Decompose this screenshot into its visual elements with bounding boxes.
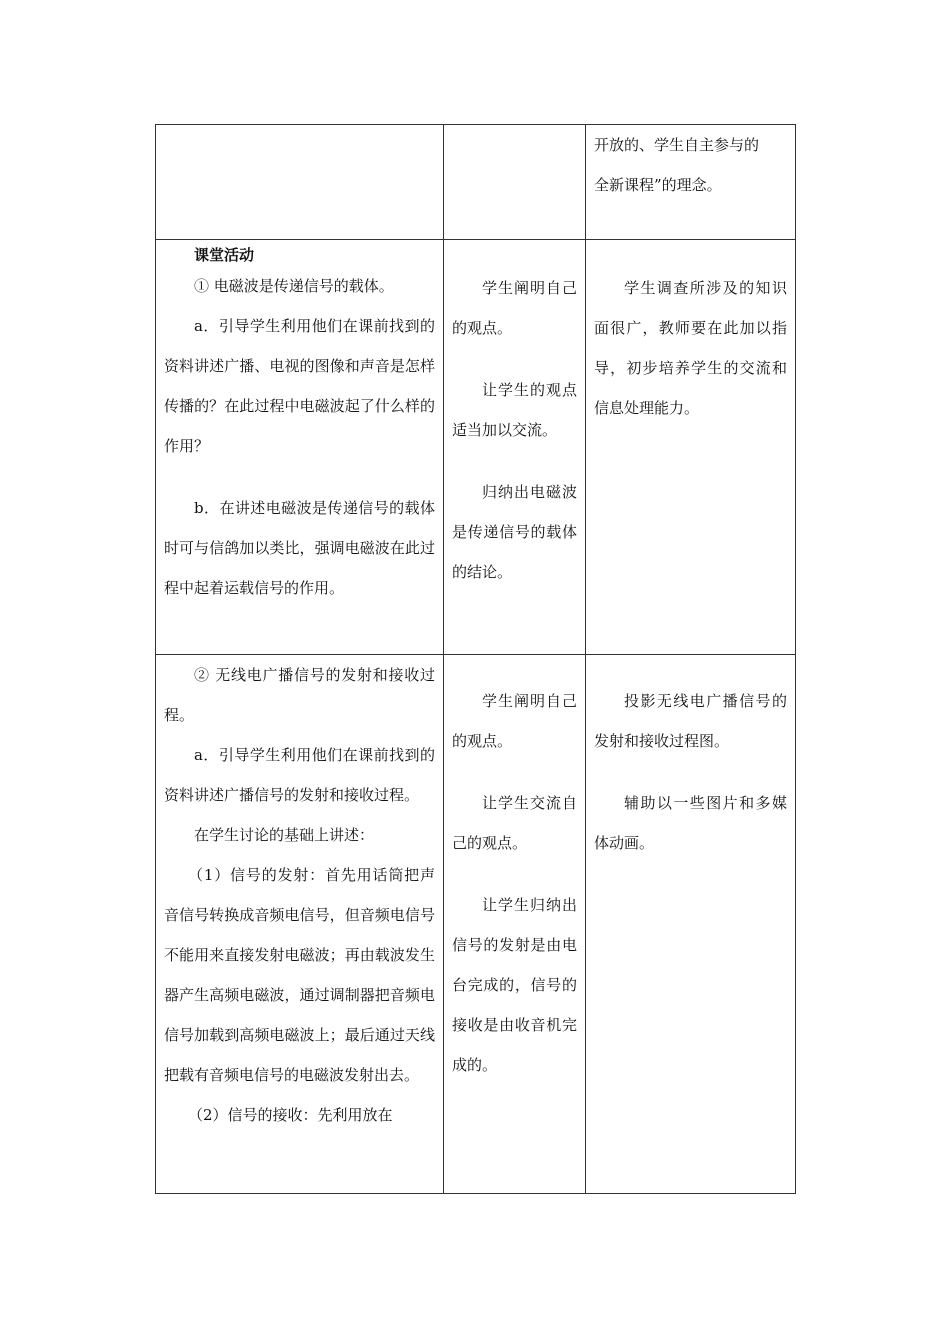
section-title: 课堂活动 — [194, 246, 255, 264]
table-row — [156, 655, 796, 1194]
student-paragraph: 让学生归纳出信号的发射是由电台完成的，信号的接收是由收音机完成的。 — [452, 896, 577, 1074]
table-row — [156, 125, 796, 240]
student-activity-cell — [444, 655, 586, 1194]
design-notes-cell — [586, 125, 796, 240]
student-paragraph: 学生阐明自己的观点。 — [452, 279, 577, 337]
activity-paragraph: a．引导学生利用他们在课前找到的资料讲述广播信号的发射和接收过程。 — [164, 746, 435, 804]
student-activity-cell — [444, 240, 586, 655]
activity-heading: ② 无线电广播信号的发射和接收过程。 — [164, 666, 435, 724]
design-notes-cell — [586, 655, 796, 1194]
activity-paragraph: b．在讲述电磁波是传递信号的载体时可与信鸽加以类比，强调电磁波在此过程中起着运载信号的作用。 — [164, 499, 435, 597]
teacher-activity-cell — [156, 125, 444, 240]
notes-paragraph: 投影无线电广播信号的发射和接收过程图。 — [594, 692, 787, 750]
notes-paragraph: 学生调查所涉及的知识面很广，教师要在此加以指导，初步培养学生的交流和信息处理能力。 — [594, 279, 787, 417]
lesson-plan-table — [155, 124, 796, 1194]
activity-heading: ① 电磁波是传递信号的载体。 — [194, 277, 394, 295]
notes-line: 全新课程”的理念。 — [594, 176, 722, 194]
activity-paragraph: 在学生讨论的基础上讲述： — [194, 826, 375, 844]
student-paragraph: 让学生交流自己的观点。 — [452, 794, 577, 852]
table-row — [156, 240, 796, 655]
teacher-activity-cell — [156, 240, 444, 655]
student-paragraph: 归纳出电磁波是传递信号的载体的结论。 — [452, 483, 577, 581]
student-paragraph: 学生阐明自己的观点。 — [452, 692, 577, 750]
teacher-activity-cell — [156, 655, 444, 1194]
student-paragraph: 让学生的观点适当加以交流。 — [452, 381, 577, 439]
design-notes-cell — [586, 240, 796, 655]
notes-line: 开放的、学生自主参与的 — [594, 136, 760, 154]
activity-paragraph: （2）信号的接收：先利用放在 — [188, 1106, 393, 1124]
activity-paragraph: a．引导学生利用他们在课前找到的资料讲述广播、电视的图像和声音是怎样传播的？在此过程中电磁波起了什么样的作用？ — [164, 317, 435, 455]
student-activity-cell — [444, 125, 586, 240]
notes-paragraph: 辅助以一些图片和多媒体动画。 — [594, 794, 787, 852]
activity-paragraph: （1）信号的发射：首先用话筒把声音信号转换成音频电信号，但音频电信号不能用来直接发射电磁波；再由载波发生器产生高频电磁波，通过调制器把音频电信号加载到高频电磁波上；最后通过天线把载有音频电信号的电磁波发射出去。 — [164, 866, 435, 1084]
